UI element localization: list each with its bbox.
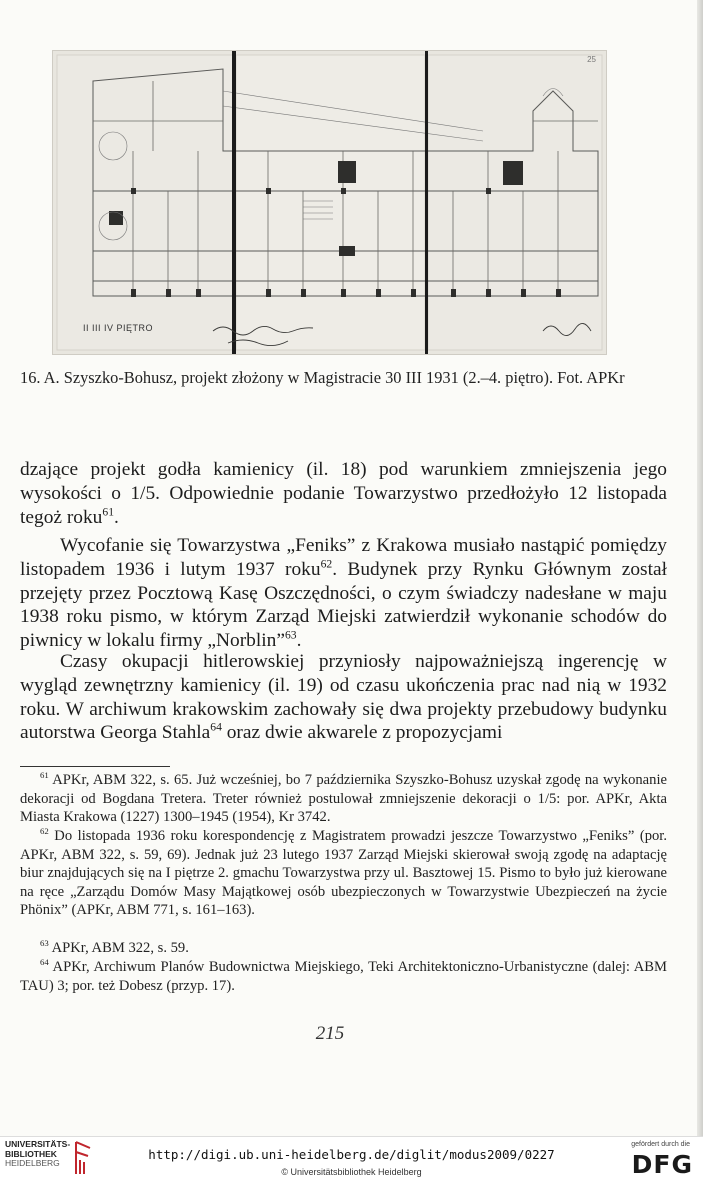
paragraph-tail: . [114, 506, 119, 528]
footnote-text: APKr, Archiwum Planów Budownictwa Miejskiego, Teki Architektoniczno-Urbanistyczne (dalej: ABM TAU) 3; por. też Dobesz (przyp. 17). [20, 959, 667, 994]
footnote-number: 61 [40, 770, 49, 781]
paragraph-text: . Budynek przy Rynku Głównym został przejęty przez Pocztową Kasę Oszczędności, o czym świadczy nadesłane w maju 1938 roku pismo, w którym Zarząd Miejski zatwierdził wykonanie schodów do piwnicy w lokalu firmy „Norblin” [20, 558, 667, 652]
page-number: 215 [315, 1023, 345, 1044]
paragraph-text: Wycofanie się Towarzystwa „Feniks” z Krakowa musiało nastąpić pomiędzy listopadem 1936 i lutym 1937 roku [20, 535, 667, 580]
footnote-text: APKr, ABM 322, s. 59. [48, 940, 189, 956]
dfg-logo[interactable]: DFG [631, 1150, 693, 1179]
footnote-ref-63: 63 [284, 628, 297, 642]
footnote-text: Do listopada 1936 roku korespondencję z Magistratem prowadzi jeszcze Towarzystwo „Feniks” (por. APKr, ABM 322, s. 59, 69). Jednak już 23 lutego 1937 Zarząd Miejski skierował swoją zgodę na adaptację biur znajdujących się na I piętrze 2. gmachu Towarzystwa przy ul. Basztowej 15. Pismo to było już kierowane na ręce „Zarządu Domów Masy Majątkowej osób ubezpieczonych w Towarzystwie Ubezpieczeń na życie Phönix” (APKr, ABM 771, s. 161–163). [20, 828, 667, 919]
footnote-62 [20, 827, 667, 920]
page-edge-shadow [697, 0, 703, 1136]
body-paragraph-1 [20, 458, 667, 529]
footnote-number: 63 [40, 938, 49, 949]
footnote-61 [20, 771, 667, 827]
footnote-separator [20, 766, 170, 767]
floor-plan-figure [52, 50, 607, 355]
footnote-text: APKr, ABM 322, s. 65. Już wcześniej, bo 7 października Szyszko-Bohusz uzyskał zgodę na wykonanie dekoracji od Bogdana Tretera. Treter również postulował zmniejszenie dekoracji o 1/5: por. APKr, Akta Miasta Krakowa (1227) 1300–1945 (1954), Kr 3742. [20, 772, 667, 826]
funder-tagline: gefördert durch die [631, 1141, 690, 1148]
footnote-64 [20, 958, 667, 995]
library-name-line-3: HEIDELBERG [5, 1158, 60, 1168]
library-name-line-2: BIBLIOTHEK [5, 1148, 57, 1159]
plan-sheet-number: 25 [587, 55, 596, 64]
body-paragraph-3 [20, 650, 667, 745]
body-paragraph-2 [20, 534, 667, 653]
footnote-number: 62 [40, 826, 49, 837]
paragraph-text: oraz dwie akwarele z propozycjami [221, 722, 503, 744]
paragraph-tail: . [296, 630, 302, 652]
footnote-63 [20, 939, 667, 958]
copyright-notice: © Universitätsbibliothek Heidelberg [281, 1167, 422, 1177]
footnote-ref-62: 62 [320, 557, 333, 571]
footnote-number: 64 [40, 957, 49, 968]
paragraph-text: Czasy okupacji hitlerowskiej przyniosły najpoważniejszą ingerencję w wygląd zewnętrzny kamienicy (il. 19) od czasu ukończenia prac nad nią w 1932 roku. W archiwum krakowskim zachowały się dwa projekty przebudowy budynku autorstwa Georga Stahla [20, 651, 667, 744]
permalink-url[interactable]: http://digi.ub.uni-heidelberg.de/diglit/modus2009/0227 [148, 1147, 555, 1162]
footnote-ref-64: 64 [210, 720, 222, 734]
paragraph-text: dzające projekt godła kamienicy (il. 18) pod warunkiem zmniejszenia jego wysokości o 1/5. Odpowiednie podanie Towarzystwo przedłożyło 12 listopada tegoż roku [20, 459, 667, 528]
library-name-line-1: UNIVERSITÄTS- [5, 1139, 71, 1149]
plan-sheet-label: II III IV PIĘTRO [83, 323, 154, 333]
figure-caption: 16. A. Szyszko-Bohusz, projekt złożony w Magistracie 30 III 1931 (2.–4. piętro). Fot. APKr [20, 368, 625, 387]
footnote-ref-61: 61 [102, 505, 115, 519]
floor-plan-drawing [53, 51, 606, 354]
